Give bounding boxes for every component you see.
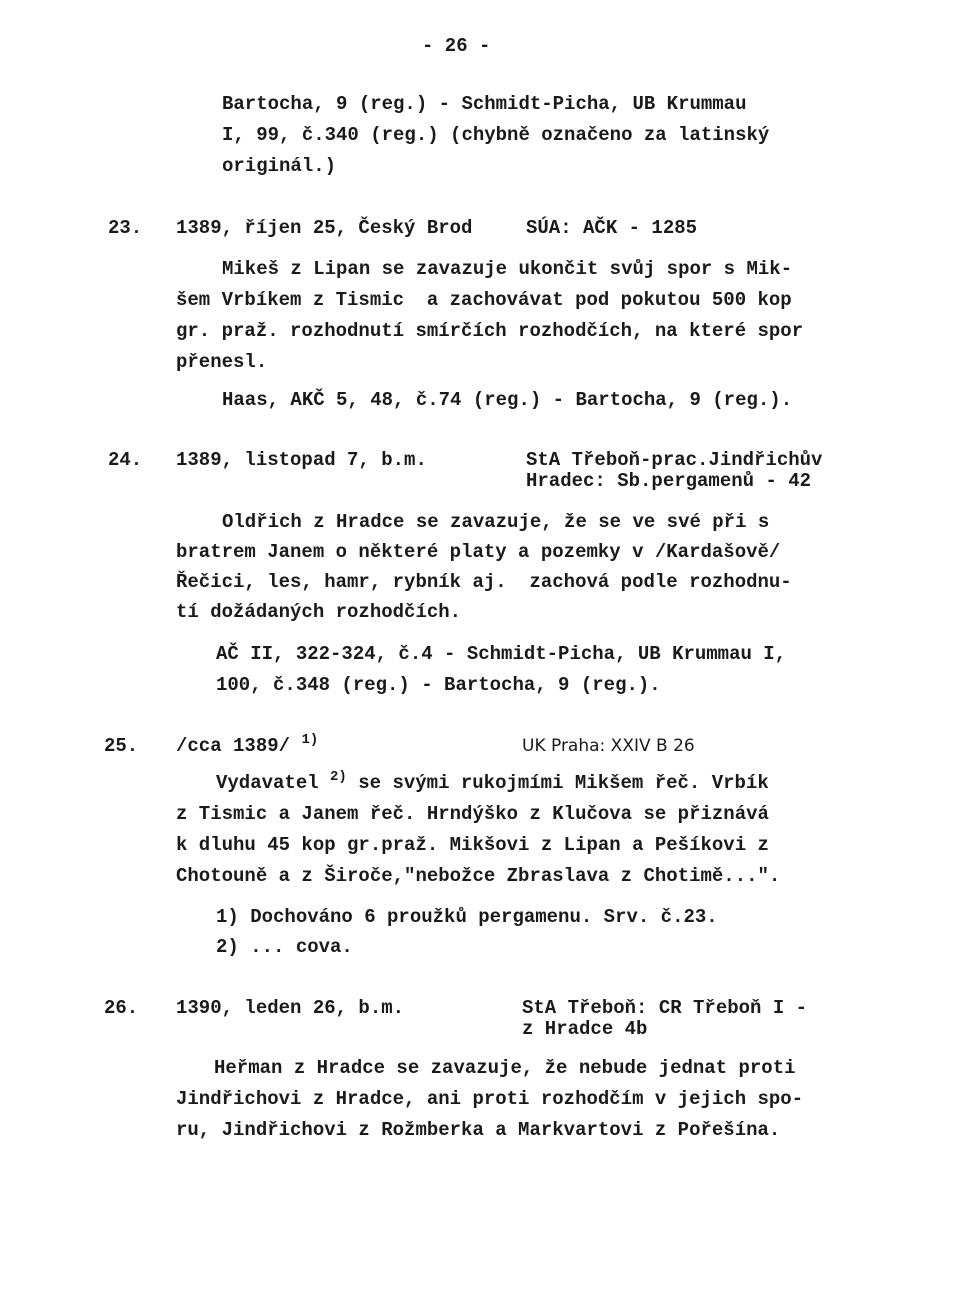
entry-text-start: Vydavatel: [216, 772, 319, 794]
entry-text-line: Jindřichovi z Hradce, ani proti rozhodčím v jejich spo-: [176, 1088, 804, 1110]
entry-text-line: ru, Jindřichovi z Rožmberka a Markvartovi z Pořešína.: [176, 1119, 781, 1141]
entry-reference: 100, č.348 (reg.) - Bartocha, 9 (reg.).: [216, 674, 661, 696]
entry-text-line: gr. praž. rozhodnutí smírčích rozhodčích, na které spor: [176, 320, 804, 342]
entry-number: 25.: [104, 735, 139, 757]
entry-text-line: k dluhu 45 kop gr.praž. Mikšovi z Lipan a Pešíkovi z: [176, 834, 769, 856]
entry-date: 1390, leden 26, b.m.: [176, 997, 405, 1019]
entry-archive: Hradec: Sb.pergamenů - 42: [526, 470, 812, 492]
entry-text-line: Chotouně a z Široče,"nebožce Zbraslava z Chotimě...".: [176, 865, 781, 887]
entry-number: 24.: [108, 449, 143, 471]
entry-text-rest: se svými rukojmími Mikšem řeč. Vrbík: [358, 772, 769, 794]
entry-archive: StA Třeboň-prac.Jindřichův: [526, 449, 823, 471]
entry-archive: z Hradce 4b: [522, 1018, 648, 1040]
entry-text-line: bratrem Janem o některé platy a pozemky v /Kardašově/: [176, 541, 781, 563]
entry-date: 1389, říjen 25, Český Brod: [176, 217, 473, 239]
entry-date: 1389, listopad 7, b.m.: [176, 449, 427, 471]
entry-number: 26.: [104, 997, 139, 1019]
entry-text-line: Heřman z Hradce se zavazuje, že nebude jednat proti: [214, 1057, 796, 1079]
intro-line: originál.): [222, 155, 337, 177]
entry-number: 23.: [108, 217, 143, 239]
footnote-marker: 1): [301, 732, 319, 748]
footnote: 2) ... cova.: [216, 936, 353, 958]
entry-archive: UK Praha: XXIV B 26: [522, 736, 695, 756]
entry-text-line: Oldřich z Hradce se zavazuje, že se ve své při s: [222, 511, 770, 533]
footnote: 1) Dochováno 6 proužků pergamenu. Srv. č.23.: [216, 906, 718, 928]
entry-date: [176, 734, 318, 760]
page-number: - 26 -: [422, 35, 491, 57]
intro-line: Bartocha, 9 (reg.) - Schmidt-Picha, UB Krummau: [222, 93, 747, 115]
entry-text-line: šem Vrbíkem z Tismic a zachovávat pod pokutou 500 kop: [176, 289, 792, 311]
intro-line: I, 99, č.340 (reg.) (chybně označeno za latinský: [222, 124, 770, 146]
entry-archive: SÚA: AČK - 1285: [526, 217, 698, 239]
entry-reference: AČ II, 322-324, č.4 - Schmidt-Picha, UB Krummau I,: [216, 643, 787, 665]
footnote-marker: 2): [330, 769, 347, 785]
entry-text-line: [216, 771, 769, 797]
entry-date-text: /cca 1389/: [176, 735, 291, 757]
entry-reference: Haas, AKČ 5, 48, č.74 (reg.) - Bartocha, 9 (reg.).: [222, 389, 793, 411]
entry-text-line: Mikeš z Lipan se zavazuje ukončit svůj spor s Mik-: [222, 258, 793, 280]
entry-text-line: tí dožádaných rozhodčích.: [176, 601, 462, 623]
entry-archive: StA Třeboň: CR Třeboň I -: [522, 997, 808, 1019]
entry-text-line: přenesl.: [176, 351, 268, 373]
entry-text-line: Řečici, les, hamr, rybník aj. zachová podle rozhodnu-: [176, 571, 792, 593]
entry-text-line: z Tismic a Janem řeč. Hrndýško z Klučova se přiznává: [176, 803, 769, 825]
